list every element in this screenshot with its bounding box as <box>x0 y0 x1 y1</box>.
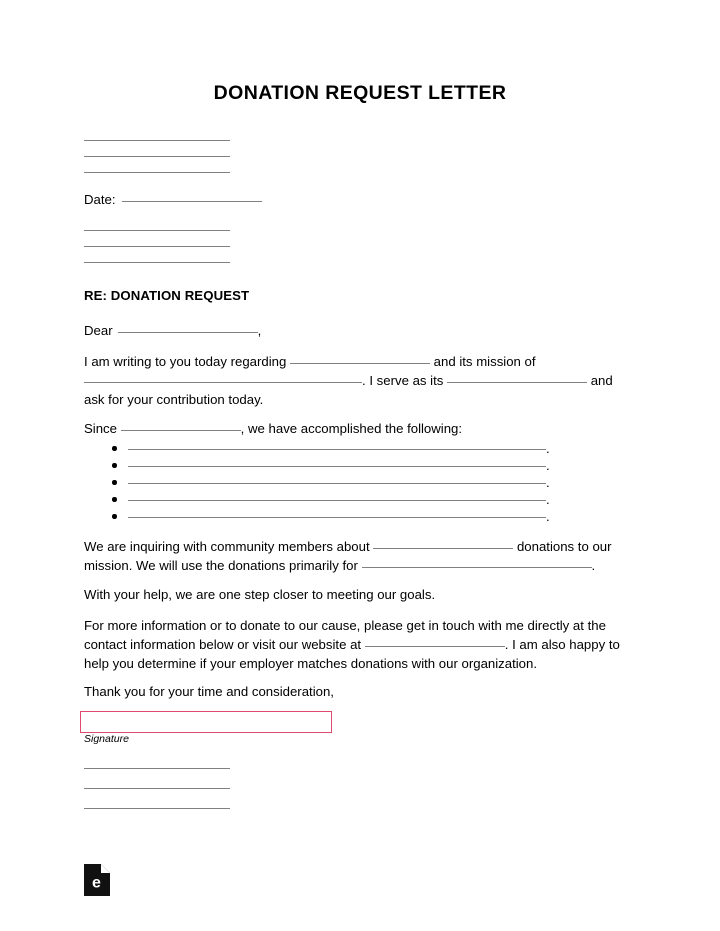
address-line[interactable] <box>84 230 230 231</box>
salutation-label: Dear <box>84 323 113 338</box>
accomplishment-input-line[interactable] <box>128 466 546 467</box>
moreinfo-text-2: . I am also happy to help you determine if your employer matches donations with our organization. <box>84 637 620 671</box>
date-label: Date: <box>84 192 116 207</box>
mission-input-line[interactable] <box>84 382 362 383</box>
closing-contact-block <box>84 768 264 828</box>
signature-label: Signature <box>84 733 129 745</box>
bullet-period: . <box>546 458 550 473</box>
date-input-line[interactable] <box>122 201 262 202</box>
inquiring-text-1: We are inquiring with community members about <box>84 539 370 554</box>
since-text-2: , we have accomplished the following: <box>240 421 463 436</box>
svg-text:e: e <box>92 874 101 892</box>
bullet-icon <box>112 514 117 519</box>
eforms-document-logo-icon <box>84 864 110 896</box>
salutation-punctuation: , <box>257 323 262 338</box>
accomplishment-input-line[interactable] <box>128 483 546 484</box>
list-item <box>84 441 629 458</box>
bullet-icon <box>112 446 117 451</box>
bullet-icon <box>112 480 117 485</box>
signature-field[interactable] <box>80 711 332 733</box>
inquiring-text-3: . <box>591 558 596 573</box>
intro-text-1: I am writing to you today regarding <box>84 354 287 369</box>
donation-use-input-line[interactable] <box>362 567 592 568</box>
accomplishments-list <box>84 441 629 526</box>
inquiring-text-2: donations to our mission. We will use the donations primarily for <box>84 539 612 573</box>
accomplishment-input-line[interactable] <box>128 500 546 501</box>
bullet-period: . <box>546 441 550 456</box>
paragraph-since <box>84 419 629 438</box>
moreinfo-text-1: For more information or to donate to our cause, please get in touch with me directly at the contact information below or visit our website at <box>84 618 606 652</box>
paragraph-introduction <box>84 352 629 409</box>
accomplishment-input-line[interactable] <box>128 449 546 450</box>
address-line[interactable] <box>84 246 230 247</box>
since-text-1: Since <box>84 421 117 436</box>
address-line[interactable] <box>84 172 230 173</box>
paragraph-more-information <box>84 616 629 673</box>
paragraph-inquiring <box>84 537 629 575</box>
re-subject-line: RE: DONATION REQUEST <box>84 288 250 303</box>
closing-line[interactable] <box>84 808 230 809</box>
list-item <box>84 458 629 475</box>
list-item <box>84 509 629 526</box>
closing-line[interactable] <box>84 768 230 769</box>
intro-text-4: and ask for your contribution today. <box>84 373 613 407</box>
recipient-address-block <box>84 230 264 278</box>
sender-address-block <box>84 140 264 188</box>
address-line[interactable] <box>84 140 230 141</box>
intro-text-3: . I serve as its <box>362 373 444 388</box>
paragraph-thanks: Thank you for your time and consideration, <box>84 684 334 699</box>
since-year-input-line[interactable] <box>121 430 241 431</box>
salutation-input-line[interactable] <box>118 332 258 333</box>
bullet-period: . <box>546 475 550 490</box>
list-item <box>84 475 629 492</box>
address-line[interactable] <box>84 156 230 157</box>
list-item <box>84 492 629 509</box>
organization-name-input-line[interactable] <box>290 363 430 364</box>
donation-amount-input-line[interactable] <box>373 548 513 549</box>
salutation-row <box>84 323 261 338</box>
closing-line[interactable] <box>84 788 230 789</box>
intro-text-2: and its mission of <box>433 354 536 369</box>
bullet-period: . <box>546 509 550 524</box>
paragraph-help: With your help, we are one step closer to meeting our goals. <box>84 587 436 602</box>
role-input-line[interactable] <box>447 382 587 383</box>
bullet-icon <box>112 497 117 502</box>
accomplishment-input-line[interactable] <box>128 517 546 518</box>
address-line[interactable] <box>84 262 230 263</box>
bullet-period: . <box>546 492 550 507</box>
website-input-line[interactable] <box>365 646 505 647</box>
date-row <box>84 192 262 207</box>
page-title: DONATION REQUEST LETTER <box>213 82 507 104</box>
bullet-icon <box>112 463 117 468</box>
